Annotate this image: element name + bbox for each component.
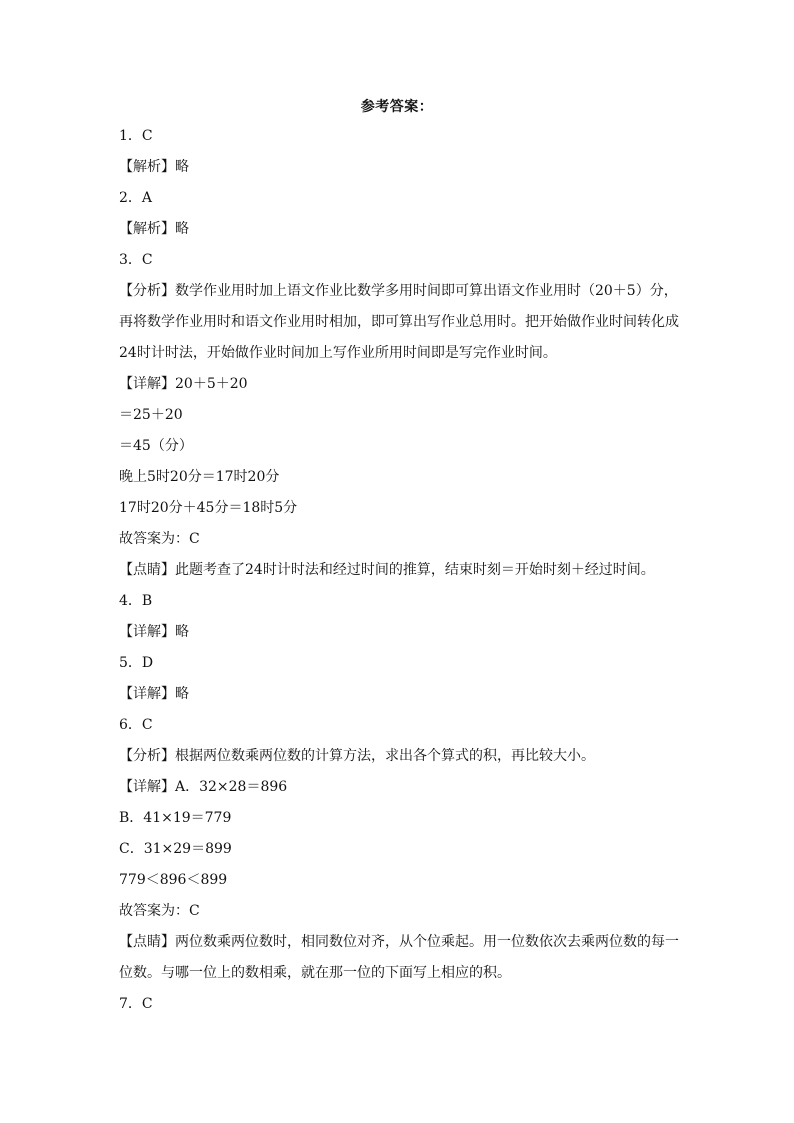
answer-line: 【详解】略 bbox=[119, 686, 189, 702]
answer-line: 1．C bbox=[119, 128, 153, 144]
answer-content bbox=[119, 121, 679, 1020]
page-title: 参考答案： bbox=[360, 99, 434, 115]
answer-line: 【分析】数学作业用时加上语文作业比数学多用时间即可算出语文作业用时（20＋5）分， bbox=[119, 283, 678, 299]
answer-line: 【点睛】此题考查了24时计时法和经过时间的推算，结束时刻＝开始时刻＋经过时间。 bbox=[119, 562, 655, 578]
answer-line: 故答案为：C bbox=[119, 903, 200, 919]
answer-line: C．31×29＝899 bbox=[119, 841, 232, 857]
answer-line: 晚上5时20分＝17时20分 bbox=[119, 469, 280, 485]
answer-line: 6．C bbox=[119, 717, 153, 733]
answer-line: B．41×19＝779 bbox=[119, 810, 232, 826]
answer-line: 再将数学作业用时和语文作业用时相加，即可算出写作业总用时。把开始做作业时间转化成 bbox=[119, 314, 679, 330]
answer-line: ＝45（分） bbox=[119, 438, 193, 454]
answer-line: 3．C bbox=[119, 252, 153, 268]
answer-line: ＝25＋20 bbox=[119, 407, 183, 423]
answer-line: 【详解】略 bbox=[119, 624, 189, 640]
answer-line: 【详解】20＋5＋20 bbox=[119, 376, 248, 392]
answer-line: 【解析】略 bbox=[119, 159, 189, 175]
answer-line: 17时20分＋45分＝18时5分 bbox=[119, 500, 298, 516]
answer-line: 【详解】A．32×28＝896 bbox=[119, 779, 288, 795]
answer-line: 7．C bbox=[119, 996, 153, 1012]
answer-line: 4．B bbox=[119, 593, 153, 609]
answer-line: 位数。与哪一位上的数相乘，就在那一位的下面写上相应的积。 bbox=[119, 965, 511, 981]
answer-line: 故答案为：C bbox=[119, 531, 200, 547]
answer-line: 779＜896＜899 bbox=[119, 872, 228, 888]
answer-line: 24时计时法，开始做作业时间加上写作业所用时间即是写完作业时间。 bbox=[119, 345, 557, 361]
answer-line: 5．D bbox=[119, 655, 154, 671]
answer-line: 2．A bbox=[119, 190, 153, 206]
answer-line: 【点睛】两位数乘两位数时，相同数位对齐，从个位乘起。用一位数依次去乘两位数的每一 bbox=[119, 934, 679, 950]
answer-line: 【分析】根据两位数乘两位数的计算方法，求出各个算式的积，再比较大小。 bbox=[119, 748, 595, 764]
answer-line: 【解析】略 bbox=[119, 221, 189, 237]
